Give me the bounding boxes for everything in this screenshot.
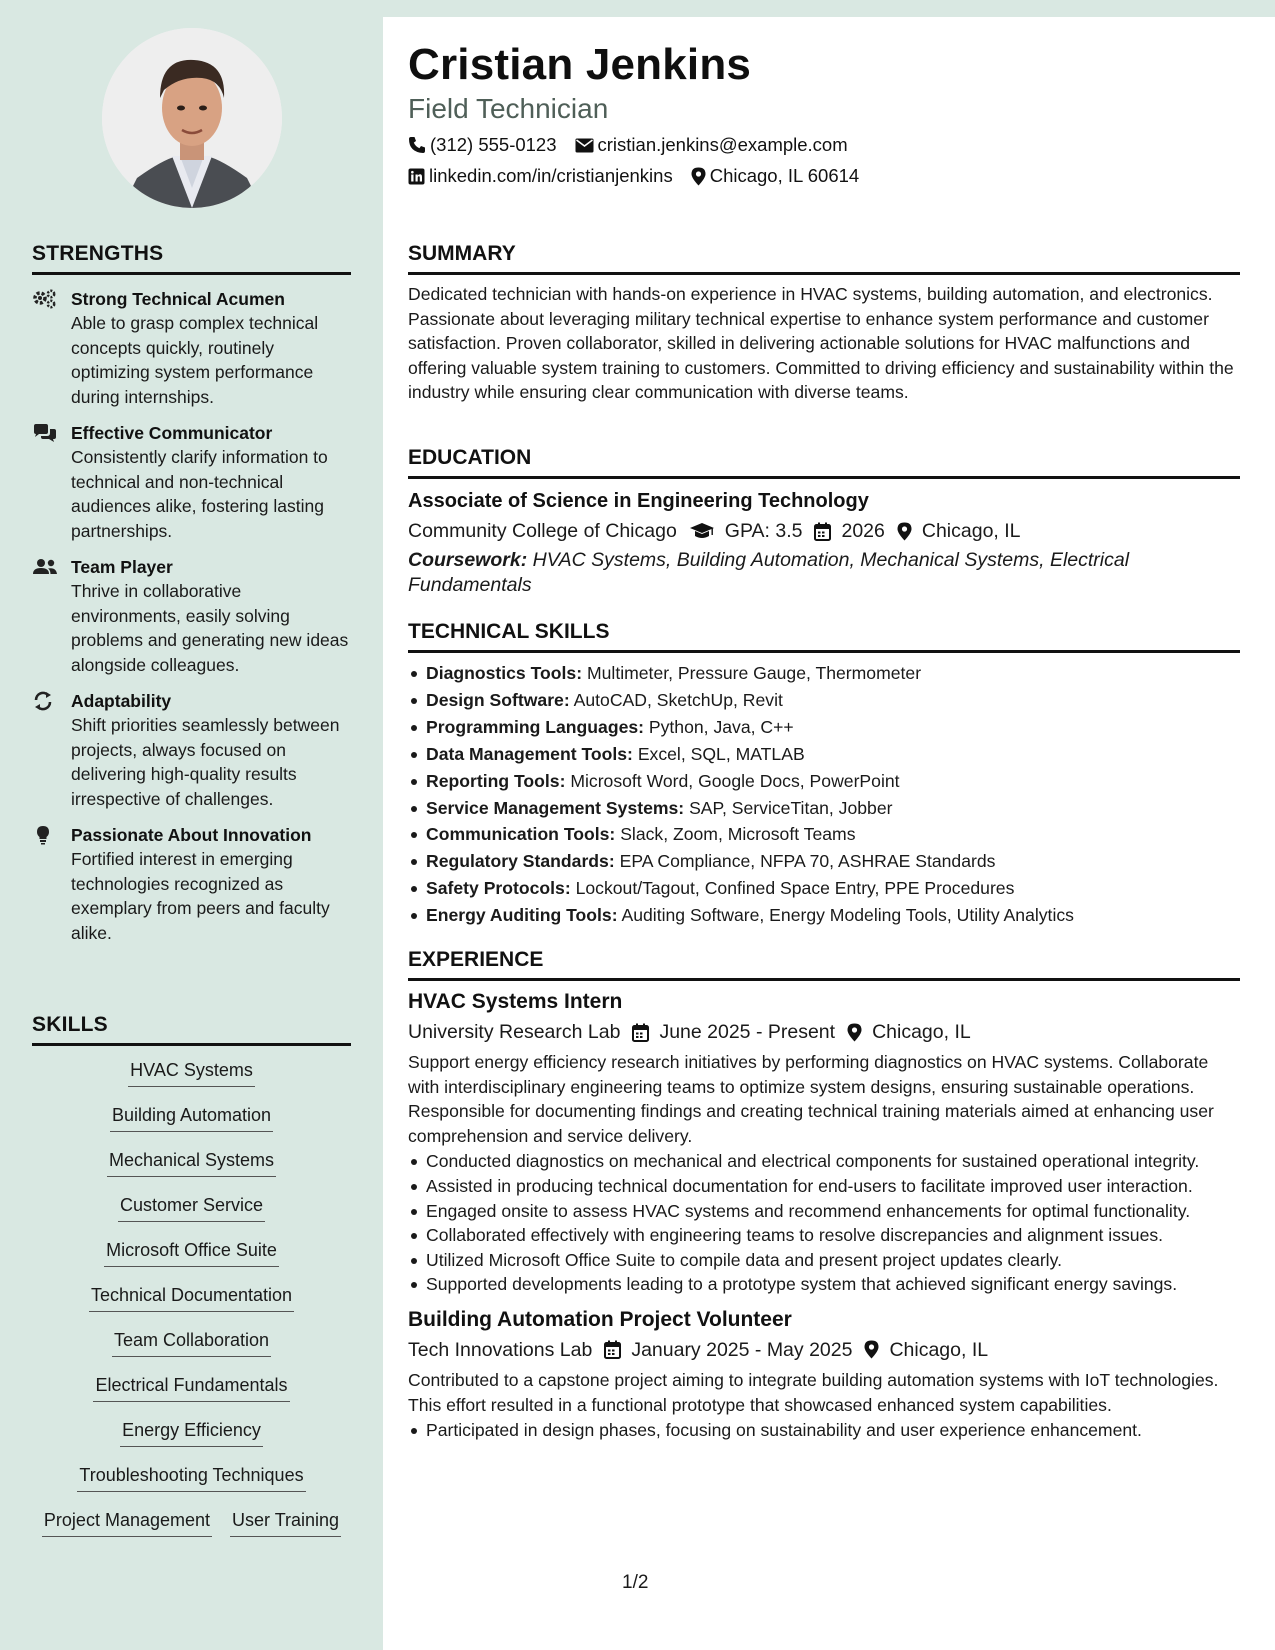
- job-entry: [408, 1307, 1240, 1443]
- job-dates: January 2025 - May 2025: [631, 1338, 853, 1361]
- summary-text: Dedicated technician with hands-on experience in HVAC systems, building automation, and electronics. Passionate about leveraging military technical expertise to enhance system performance and customer satisfaction. Proven collaborator, skilled in delivering actionable solutions for HVAC malfunctions and offering valuable system training to customers. Committed to driving efficiency and sustainability within the industry while ensuring clear communication with diverse teams.: [408, 284, 1234, 403]
- job-bullets: [408, 1149, 1240, 1297]
- strength-description: Thrive in collaborative environments, easily solving problems and generating new ideas alongside colleagues.: [71, 581, 349, 675]
- degree-title: Associate of Science in Engineering Technology: [408, 490, 869, 512]
- job-bullet: Conducted diagnostics on mechanical and electrical components for sustained operational integrity.: [408, 1149, 1240, 1174]
- skill-tag: Technical Documentation: [89, 1281, 294, 1312]
- skill-tag: Team Collaboration: [112, 1326, 271, 1357]
- coursework-list: HVAC Systems, Building Automation, Mechanical Systems, Electrical Fundamentals: [408, 549, 1130, 596]
- skill-tag: Project Management: [42, 1506, 212, 1537]
- graduation-cap-icon: [689, 522, 715, 540]
- job-dates-meta: [604, 1336, 852, 1364]
- map-pin-icon: [864, 1340, 879, 1359]
- job-company: University Research Lab: [408, 1021, 621, 1043]
- linkedin-url[interactable]: linkedin.com/in/cristianjenkins: [429, 165, 673, 186]
- strength-item: [32, 556, 351, 677]
- job-role: Building Automation Project Volunteer: [408, 1307, 792, 1331]
- job-entry: [408, 989, 1240, 1297]
- job-description: Contributed to a capstone project aiming to integrate building automation systems with IoT technologies. This effort resulted in a functional prototype that showcased enhanced system capabilities.: [408, 1369, 1219, 1415]
- job-location-meta: [847, 1018, 971, 1046]
- job-bullets: [408, 1418, 1240, 1443]
- skill-tag: HVAC Systems: [128, 1056, 255, 1087]
- job-bullet: Participated in design phases, focusing on sustainability and user experience enhancement.: [408, 1418, 1240, 1443]
- strength-description: Able to grasp complex technical concepts quickly, routinely optimizing system performance during internships.: [71, 313, 319, 407]
- job-bullet: Engaged onsite to assess HVAC systems and recommend enhancements for optimal functionality.: [408, 1199, 1240, 1224]
- calendar-icon: [632, 1023, 649, 1042]
- school-location: Chicago, IL: [921, 520, 1021, 542]
- map-pin-icon: [847, 1023, 862, 1042]
- skill-tag: User Training: [230, 1506, 341, 1537]
- top-band: [0, 0, 1275, 17]
- job-bullet: Supported developments leading to a prototype system that achieved significant energy savings.: [408, 1272, 1240, 1297]
- experience-section: [408, 948, 1240, 1443]
- map-pin-icon: [691, 167, 706, 186]
- strengths-heading: STRENGTHS: [32, 242, 351, 275]
- job-meta: [408, 1018, 1240, 1046]
- email-contact[interactable]: [575, 134, 848, 156]
- gears-icon: [32, 289, 58, 309]
- technical-skill-item: Service Management Systems: SAP, ServiceTitan, Jobber: [408, 795, 1240, 822]
- skills-section: [32, 1013, 351, 1551]
- gpa-meta: [689, 517, 803, 545]
- skill-tag: Microsoft Office Suite: [104, 1236, 279, 1267]
- summary-section: [408, 242, 1240, 405]
- strength-item: [32, 422, 351, 543]
- technical-skill-item: Energy Auditing Tools: Auditing Software, Energy Modeling Tools, Utility Analytics: [408, 902, 1240, 929]
- job-role: HVAC Systems Intern: [408, 990, 623, 1013]
- technical-skills-section: [408, 620, 1240, 929]
- strength-description: Fortified interest in emerging technologies recognized as exemplary from peers and faculty alike.: [71, 849, 330, 943]
- phone-number: (312) 555-0123: [430, 134, 557, 155]
- linkedin-icon: [408, 168, 425, 185]
- graduation-year: 2026: [841, 520, 885, 542]
- technical-skill-item: Design Software: AutoCAD, SketchUp, Revit: [408, 687, 1240, 714]
- skills-heading: SKILLS: [32, 1013, 351, 1046]
- technical-skill-item: Safety Protocols: Lockout/Tagout, Confined Space Entry, PPE Procedures: [408, 875, 1240, 902]
- skill-tag: Electrical Fundamentals: [93, 1371, 289, 1402]
- school-name: Community College of Chicago: [408, 520, 677, 542]
- job-dates: June 2025 - Present: [659, 1021, 836, 1043]
- gpa-value: GPA: 3.5: [724, 520, 803, 542]
- technical-skill-item: Diagnostics Tools: Multimeter, Pressure Gauge, Thermometer: [408, 660, 1240, 687]
- lightbulb-icon: [32, 825, 58, 845]
- skills-list: [32, 1046, 351, 1551]
- job-dates-meta: [632, 1018, 835, 1046]
- job-company: Tech Innovations Lab: [408, 1338, 593, 1361]
- phone-icon: [408, 136, 426, 154]
- strength-item: [32, 824, 351, 945]
- technical-skill-item: Regulatory Standards: EPA Compliance, NFPA 70, ASHRAE Standards: [408, 848, 1240, 875]
- strength-title: Passionate About Innovation: [71, 825, 312, 845]
- school-location-meta: [897, 517, 1021, 545]
- job-bullet: Collaborated effectively with engineering teams to resolve discrepancies and alignment issues.: [408, 1223, 1240, 1248]
- job-title: Field Technician: [408, 93, 609, 124]
- year-meta: [814, 517, 884, 545]
- skill-tag: Customer Service: [118, 1191, 265, 1222]
- job-bullet: Utilized Microsoft Office Suite to compile data and present project updates clearly.: [408, 1248, 1240, 1273]
- map-pin-icon: [897, 522, 912, 541]
- education-meta: [408, 517, 1240, 545]
- technical-skill-item: Data Management Tools: Excel, SQL, MATLAB: [408, 741, 1240, 768]
- profile-photo: [102, 28, 282, 208]
- job-description: Support energy efficiency research initiatives by performing diagnostics on HVAC systems. Collaborate with interdisciplinary engineering teams to optimize system designs, ensuring sustainable operations. Responsible for documenting findings and creating technical training materials aimed at enhancing user comprehension and service delivery.: [408, 1052, 1214, 1146]
- refresh-icon: [32, 691, 58, 711]
- phone-contact: [408, 134, 557, 156]
- job-meta: [408, 1336, 1240, 1364]
- email-address[interactable]: cristian.jenkins@example.com: [597, 134, 848, 155]
- technical-skill-item: Communication Tools: Slack, Zoom, Microsoft Teams: [408, 821, 1240, 848]
- skill-tag: Troubleshooting Techniques: [77, 1461, 305, 1492]
- calendar-icon: [814, 522, 831, 541]
- candidate-name: Cristian Jenkins: [408, 40, 752, 89]
- technical-skills-heading: TECHNICAL SKILLS: [408, 620, 1240, 653]
- envelope-icon: [575, 138, 594, 153]
- job-location: Chicago, IL: [872, 1021, 971, 1043]
- coursework: [408, 548, 1240, 598]
- strength-title: Team Player: [71, 557, 173, 577]
- skill-tag: Mechanical Systems: [107, 1146, 276, 1177]
- skill-tag: Energy Efficiency: [120, 1416, 263, 1447]
- strength-item: [32, 690, 351, 811]
- technical-skills-list: [408, 660, 1240, 929]
- job-location: Chicago, IL: [889, 1338, 989, 1361]
- summary-heading: SUMMARY: [408, 242, 1240, 275]
- coursework-label: Coursework:: [408, 549, 528, 571]
- job-bullet: Assisted in producing technical documentation for end-users to facilitate improved user interaction.: [408, 1174, 1240, 1199]
- strength-description: Shift priorities seamlessly between projects, always focused on delivering high-quality results irrespective of challenges.: [71, 715, 340, 809]
- strength-item: [32, 288, 351, 409]
- location-text: Chicago, IL 60614: [709, 165, 860, 186]
- chat-bubbles-icon: [32, 423, 58, 443]
- contact-row: [408, 165, 877, 187]
- technical-skill-item: Programming Languages: Python, Java, C++: [408, 714, 1240, 741]
- strength-title: Effective Communicator: [71, 423, 273, 443]
- skill-tag: Building Automation: [110, 1101, 273, 1132]
- job-location-meta: [864, 1336, 988, 1364]
- education-heading: EDUCATION: [408, 446, 1240, 479]
- people-icon: [32, 557, 58, 577]
- linkedin-contact[interactable]: [408, 165, 673, 187]
- strength-description: Consistently clarify information to technical and non-technical audiences alike, fostering lasting partnerships.: [71, 447, 328, 541]
- technical-skill-item: Reporting Tools: Microsoft Word, Google Docs, PowerPoint: [408, 768, 1240, 795]
- calendar-icon: [604, 1340, 621, 1359]
- experience-heading: EXPERIENCE: [408, 948, 1240, 981]
- strength-title: Adaptability: [71, 691, 172, 711]
- location-contact: [691, 165, 859, 187]
- education-section: [408, 446, 1240, 598]
- contact-row: [408, 134, 866, 156]
- page-number: 1/2: [622, 1572, 649, 1593]
- strengths-section: [32, 242, 351, 945]
- strength-title: Strong Technical Acumen: [71, 289, 285, 309]
